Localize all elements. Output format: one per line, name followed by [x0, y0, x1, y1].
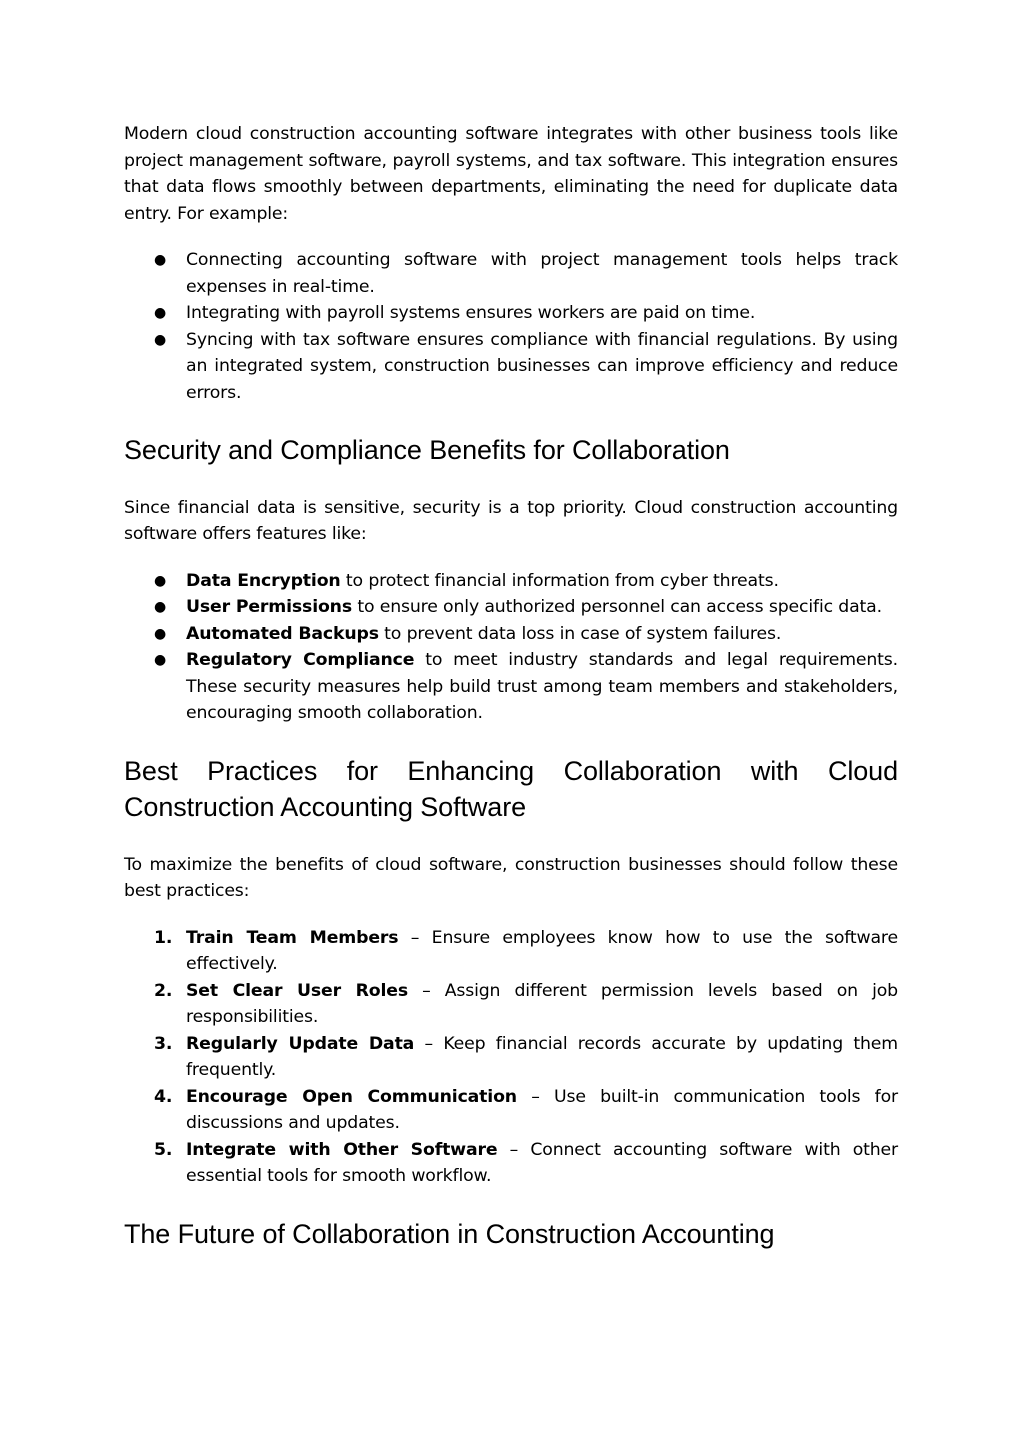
- integration-bullet-list: [124, 247, 898, 406]
- intro-paragraph: Modern cloud construction accounting software integrates with other business tools like project management software, payroll systems, and tax software. This integration ensures that data flows smoothly between departments, eliminating the need for duplicate data entry. For example:: [124, 124, 898, 224]
- security-bullet-list: [124, 568, 898, 727]
- security-heading: Security and Compliance Benefits for Collaboration: [124, 435, 730, 465]
- list-item: ● Connecting accounting software with project management tools helps track expenses in real-time.: [124, 247, 898, 300]
- future-heading: The Future of Collaboration in Construction Accounting: [124, 1218, 775, 1249]
- list-item: ● Automated Backups to prevent data loss in case of system failures.: [124, 621, 898, 648]
- list-number: 4.: [154, 1086, 173, 1107]
- security-paragraph: Since financial data is sensitive, security is a top priority. Cloud construction accounting software offers features like:: [124, 497, 898, 544]
- list-item: ● Integrating with payroll systems ensures workers are paid on time.: [124, 300, 898, 327]
- best-practices-numbered-list: [124, 925, 898, 1190]
- bullet-icon: ●: [154, 252, 167, 268]
- bullet-icon: ●: [154, 652, 167, 668]
- list-number: 3.: [154, 1033, 173, 1054]
- bullet-icon: ●: [154, 305, 167, 321]
- list-number: 2.: [154, 980, 173, 1001]
- list-item: 2. Set Clear User Roles – Assign different permission levels based on job responsibilities.: [124, 978, 898, 1031]
- list-number: 5.: [154, 1139, 173, 1160]
- list-item: 4. Encourage Open Communication – Use built-in communication tools for discussions and updates.: [124, 1084, 898, 1137]
- list-item: 3. Regularly Update Data – Keep financial records accurate by updating them frequently.: [124, 1031, 898, 1084]
- list-item: 1. Train Team Members – Ensure employees know how to use the software effectively.: [124, 925, 898, 978]
- best-practices-heading: Best Practices for Enhancing Collaboration with Cloud Construction Accounting Software: [124, 755, 898, 822]
- bullet-icon: ●: [154, 572, 167, 589]
- bullet-icon: ●: [154, 331, 167, 348]
- list-item: ● Data Encryption to protect financial information from cyber threats.: [124, 568, 898, 595]
- list-number: 1.: [154, 927, 173, 948]
- document-page: [124, 121, 898, 1252]
- bullet-icon: ●: [154, 625, 167, 642]
- list-item: ● Syncing with tax software ensures compliance with financial regulations. By using an integrated system, construction businesses can improve efficiency and reduce errors.: [124, 327, 898, 407]
- best-practices-paragraph: To maximize the benefits of cloud software, construction businesses should follow these best practices:: [124, 854, 898, 901]
- list-item: 5. Integrate with Other Software – Connect accounting software with other essential tools for smooth workflow.: [124, 1137, 898, 1190]
- list-item: ● User Permissions to ensure only authorized personnel can access specific data.: [124, 594, 898, 621]
- bullet-icon: ●: [154, 599, 167, 615]
- list-item: ● Regulatory Compliance to meet industry standards and legal requirements. These security measures help build trust among team members and stakeholders, encouraging smooth collaboration.: [124, 647, 898, 727]
